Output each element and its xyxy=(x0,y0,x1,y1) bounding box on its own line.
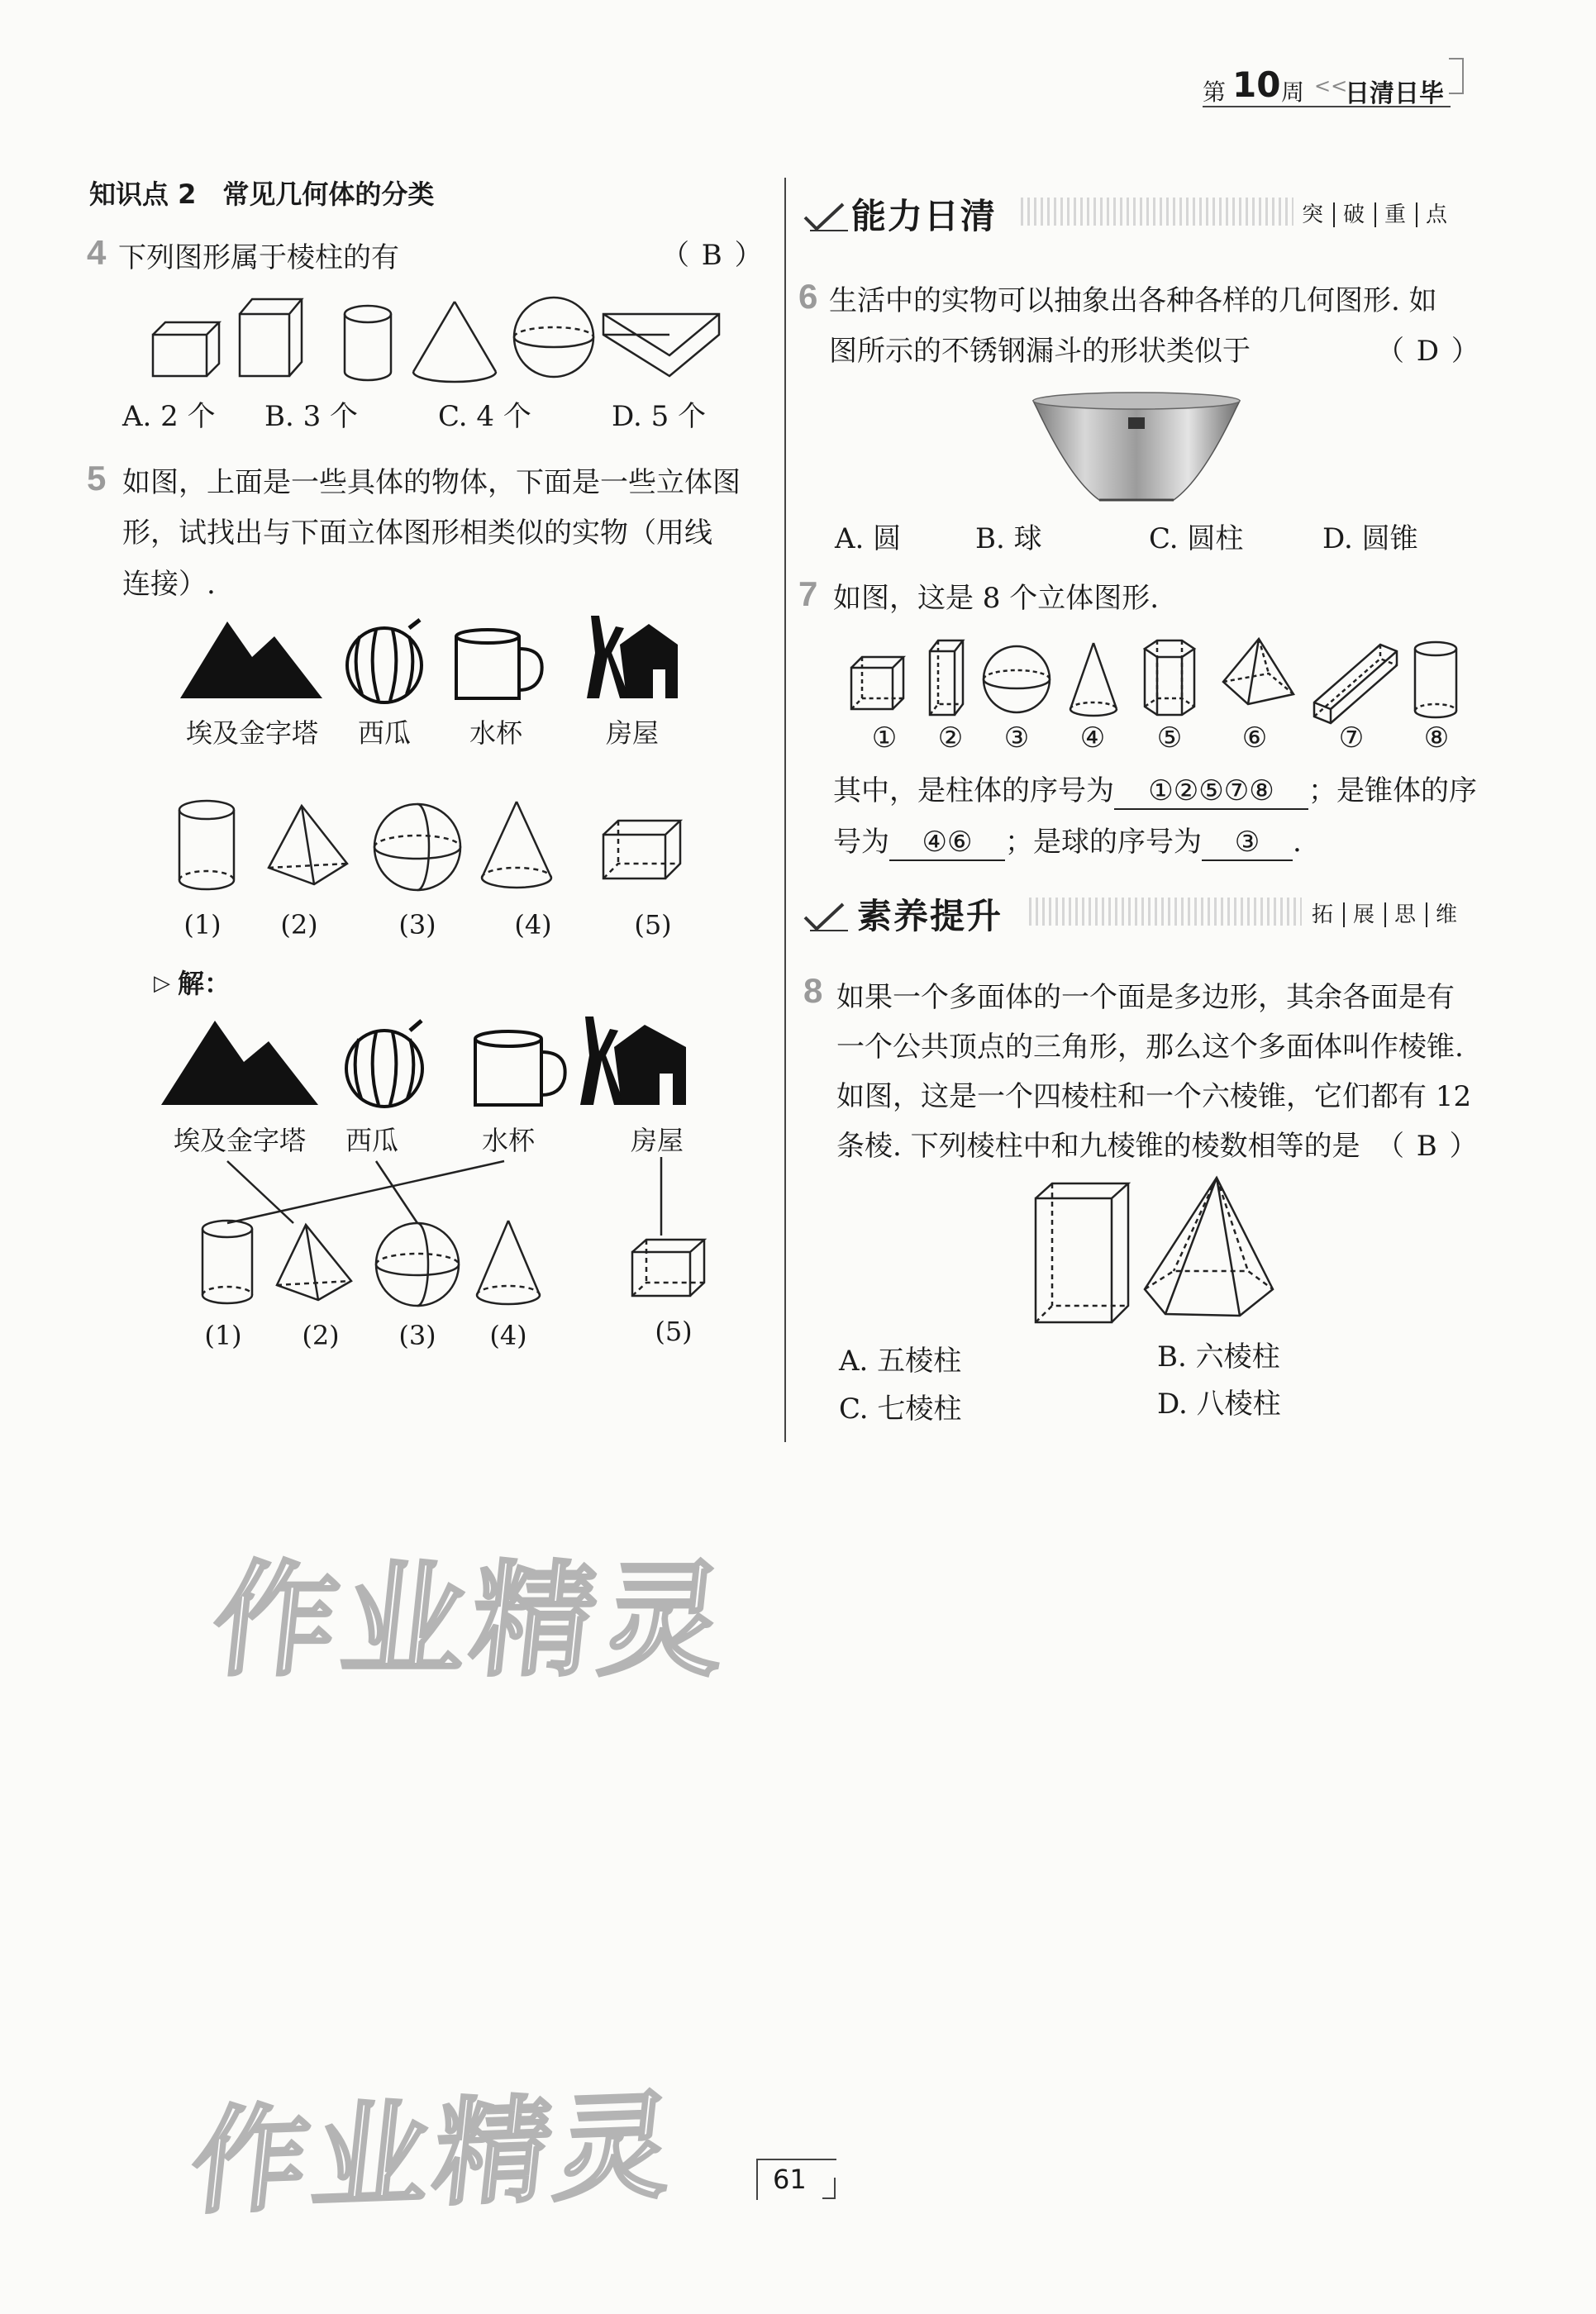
sphere-shape xyxy=(984,646,1050,712)
section-title-literacy: 素养提升 xyxy=(857,896,1003,936)
q7-label-6: ⑥ xyxy=(1241,721,1268,755)
square-prism-shape xyxy=(930,640,963,715)
cone-shape xyxy=(1070,643,1117,716)
shape-label-5: (5) xyxy=(634,909,672,940)
sphere-shape xyxy=(376,1223,459,1306)
shape-label-2: (2) xyxy=(280,909,318,940)
q6-line-2: 图所示的不锈钢漏斗的形状类似于 xyxy=(829,335,1251,368)
solution-shape-label-4: (4) xyxy=(489,1320,527,1351)
solution-shapes xyxy=(194,1215,707,1314)
q8-option-c: C. 七棱柱 xyxy=(839,1393,962,1426)
q7-fill-line-2 xyxy=(833,820,1302,864)
q5-line-1: 如图，上面是一些具体的物体，下面是一些立体图 xyxy=(122,466,741,499)
q8-answer: （ B ） xyxy=(1376,1130,1479,1163)
cone-shape xyxy=(477,1221,540,1304)
q8-line-2: 一个公共顶点的三角形，那么这个多面体叫作棱锥. xyxy=(836,1031,1464,1064)
q7-label-4: ④ xyxy=(1079,721,1106,755)
q7-label-1: ① xyxy=(871,721,898,755)
triangular-prism-shape xyxy=(1314,645,1397,723)
quadrilateral-prism-shape xyxy=(1036,1183,1128,1322)
q5-line-2: 形，试找出与下面立体图形相类似的实物（用线 xyxy=(122,517,712,550)
funnel-image xyxy=(1029,388,1244,508)
shape-label-4: (4) xyxy=(514,909,552,940)
q7-text-b: ；是锥体的序 xyxy=(1308,774,1477,807)
q4-option-a: A. 2 个 xyxy=(122,400,216,433)
q6-line-1: 生活中的实物可以抽象出各种各样的几何图形. 如 xyxy=(829,284,1437,317)
chevron-icon: << xyxy=(1314,74,1348,98)
q7-fill-line-1 xyxy=(833,769,1477,813)
label-cup: 水杯 xyxy=(469,717,522,749)
q7-answer-sphere: ③ xyxy=(1202,826,1293,861)
quadrilateral-pyramid-shape xyxy=(1223,639,1293,704)
hexagonal-prism-shape xyxy=(1145,640,1194,715)
solution-shape-label-1: (1) xyxy=(204,1320,242,1351)
q7-text-a: 其中，是柱体的序号为 xyxy=(833,774,1114,807)
q8-line-3: 如图，这是一个四棱柱和一个六棱锥，它们都有 12 xyxy=(836,1080,1472,1113)
q6-number: 6 xyxy=(798,277,818,316)
solution-label-cup: 水杯 xyxy=(481,1125,535,1156)
q7-text-d: ；是球的序号为 xyxy=(1005,826,1202,859)
q7-label-3: ③ xyxy=(1003,721,1030,755)
label-house: 房屋 xyxy=(605,717,659,749)
cylinder-shape xyxy=(202,1221,252,1303)
q4-text: 下列图形属于棱柱的有 xyxy=(118,241,399,274)
q7-number: 7 xyxy=(798,574,818,613)
q8-option-b: B. 六棱柱 xyxy=(1157,1340,1280,1374)
q5-number: 5 xyxy=(87,459,107,498)
label-watermelon: 西瓜 xyxy=(357,717,411,749)
section-title-stripes xyxy=(1021,198,1293,226)
cylinder-shape xyxy=(1415,642,1456,717)
q7-answer-cone: ④⑥ xyxy=(889,826,1005,861)
q6-answer: （ D ） xyxy=(1376,335,1481,368)
q4-option-d: D. 5 个 xyxy=(612,400,707,433)
section-header-ability xyxy=(798,186,1471,236)
q4-option-c: C. 4 个 xyxy=(438,400,531,433)
solution-label-pyramid: 埃及金字塔 xyxy=(173,1125,306,1156)
solution-label-watermelon: 西瓜 xyxy=(345,1125,398,1156)
check-pen-icon xyxy=(802,901,851,934)
q8-figures xyxy=(1029,1174,1285,1326)
q7-figures xyxy=(847,636,1459,723)
watermark-bottom: 作业精灵 xyxy=(184,2078,684,2231)
section-header-literacy xyxy=(798,886,1471,936)
section-subtitle-literacy: 拓 展 思 维 xyxy=(1303,898,1467,928)
q7-text: 如图，这是 8 个立体图形. xyxy=(833,582,1160,615)
q8-option-a: A. 五棱柱 xyxy=(839,1345,962,1378)
q7-text-e: . xyxy=(1293,826,1302,859)
daily-badge: 日清日毕 xyxy=(1345,79,1444,108)
q7-label-5: ⑤ xyxy=(1156,721,1183,755)
q7-text-c: 号为 xyxy=(833,826,889,859)
label-pyramid: 埃及金字塔 xyxy=(185,717,318,749)
q8-line-1: 如果一个多面体的一个面是多边形，其余各面是有 xyxy=(836,981,1455,1014)
q7-label-2: ② xyxy=(937,721,964,755)
hexagonal-pyramid-shape xyxy=(1145,1178,1273,1316)
q4-option-b: B. 3 个 xyxy=(264,400,359,433)
cube-shape xyxy=(851,657,903,709)
q5-line-3: 连接）. xyxy=(122,568,216,601)
q4-answer: （ B ） xyxy=(661,239,765,272)
q6-option-b: B. 球 xyxy=(975,522,1042,555)
solution-shape-label-5: (5) xyxy=(655,1316,693,1347)
cuboid-shape xyxy=(632,1240,704,1296)
q7-answer-prism: ①②⑤⑦⑧ xyxy=(1114,774,1308,810)
q8-option-d: D. 八棱柱 xyxy=(1157,1388,1281,1421)
shape-label-3: (3) xyxy=(398,909,436,940)
week-suffix: 周 xyxy=(1281,79,1305,106)
page-number-corner xyxy=(822,2178,836,2199)
solution-label-house: 房屋 xyxy=(630,1125,684,1156)
week-prefix: 第 xyxy=(1203,79,1227,106)
q8-line-4: 条棱. 下列棱柱中和九棱锥的棱数相等的是 xyxy=(836,1130,1360,1163)
section-title-ability: 能力日清 xyxy=(851,196,998,236)
page-number: 61 xyxy=(773,2164,807,2195)
q6-option-c: C. 圆柱 xyxy=(1149,522,1244,555)
check-pen-icon xyxy=(802,201,851,234)
section-subtitle-ability: 突 破 重 点 xyxy=(1293,198,1457,228)
q7-label-8: ⑧ xyxy=(1423,721,1450,755)
solution-label: 解： xyxy=(178,968,231,999)
week-number: 10 xyxy=(1232,64,1281,105)
q6-option-a: A. 圆 xyxy=(835,522,902,555)
shape-label-1: (1) xyxy=(183,909,222,940)
q6-option-d: D. 圆锥 xyxy=(1322,522,1418,555)
q7-label-7: ⑦ xyxy=(1338,721,1365,755)
q4-number: 4 xyxy=(87,233,107,272)
triangular-pyramid-shape xyxy=(277,1225,351,1300)
solution-shape-label-2: (2) xyxy=(302,1320,340,1351)
knowledge-point-title: 知识点 2 常见几何体的分类 xyxy=(89,179,435,210)
solution-arrow-icon: ▷ xyxy=(154,971,170,996)
q8-number: 8 xyxy=(803,971,823,1010)
watermark-top: 作业精灵 xyxy=(206,1550,737,1693)
section-title-stripes xyxy=(1029,898,1302,926)
solution-shape-label-3: (3) xyxy=(398,1320,436,1351)
